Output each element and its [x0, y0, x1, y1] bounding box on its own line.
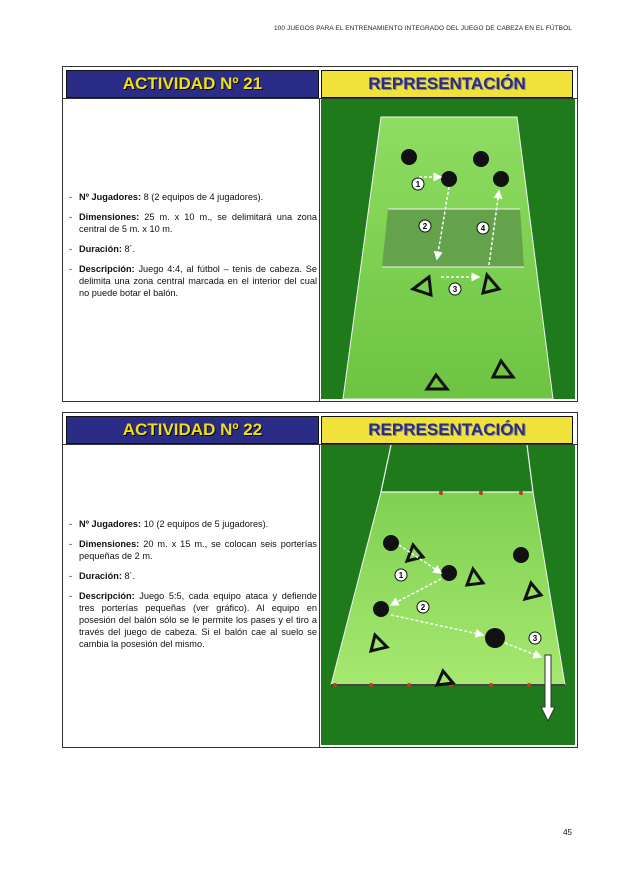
- marker-1: 1: [398, 571, 404, 580]
- description-item: - Descripción: Juego 5:5, cada equipo ataca y defiende tres porterías pequeñas (ver gráfico). Al equipo en posesión del balón sólo se le permite los pases y el tiro a través del juego de cabeza. Si el balón cae al suelo se cambia la posesión del mismo.: [69, 591, 317, 649]
- description-item: - Descripción: Juego 4:4, al fútbol – tenis de cabeza. Se delimita una zona central marcada en el interior del cual no puede botar el balón.: [69, 264, 317, 298]
- marker-2: 2: [422, 222, 428, 231]
- activity-21-representation-title: REPRESENTACIÓN: [321, 70, 573, 98]
- dimensions-item: - Dimensiones: 20 m. x 15 m., se colocan seis porterías pequeñas de 2 m.: [69, 539, 317, 561]
- column-divider: [319, 99, 320, 401]
- activity-22-title: ACTIVIDAD Nº 22: [66, 416, 319, 444]
- marker-2: 2: [420, 603, 426, 612]
- central-zone: [382, 209, 524, 267]
- marker-3: 3: [452, 285, 458, 294]
- marker-3: 3: [532, 634, 538, 643]
- page-number: 45: [563, 828, 572, 837]
- marker-1: 1: [415, 180, 421, 189]
- activity-22-panel: [62, 412, 578, 748]
- players-item: - Nº Jugadores: 8 (2 equipos de 4 jugadores).: [69, 192, 264, 202]
- column-divider: [319, 445, 320, 747]
- dimensions-item: - Dimensiones: 25 m. x 10 m., se delimitará una zona central de 5 m. x 10 m.: [69, 212, 317, 234]
- duration-item: - Duración: 8´.: [69, 571, 136, 581]
- activity-21-panel: [62, 66, 578, 402]
- activity-22-details: [69, 518, 317, 658]
- activity-21-title: ACTIVIDAD Nº 21: [66, 70, 319, 98]
- running-header: 100 JUEGOS PARA EL ENTRENAMIENTO INTEGRADO DEL JUEGO DE CABEZA EN EL FÚTBOL: [273, 25, 572, 32]
- marker-4: 4: [480, 224, 486, 233]
- duration-item: - Duración: 8´.: [69, 244, 136, 254]
- activity-22-representation-title: REPRESENTACIÓN: [321, 416, 573, 444]
- activity-22-field-diagram: [321, 445, 575, 745]
- players-item: - Nº Jugadores: 10 (2 equipos de 5 jugadores).: [69, 519, 269, 529]
- activity-21-field-diagram: [321, 99, 575, 399]
- activity-21-details: [69, 191, 317, 307]
